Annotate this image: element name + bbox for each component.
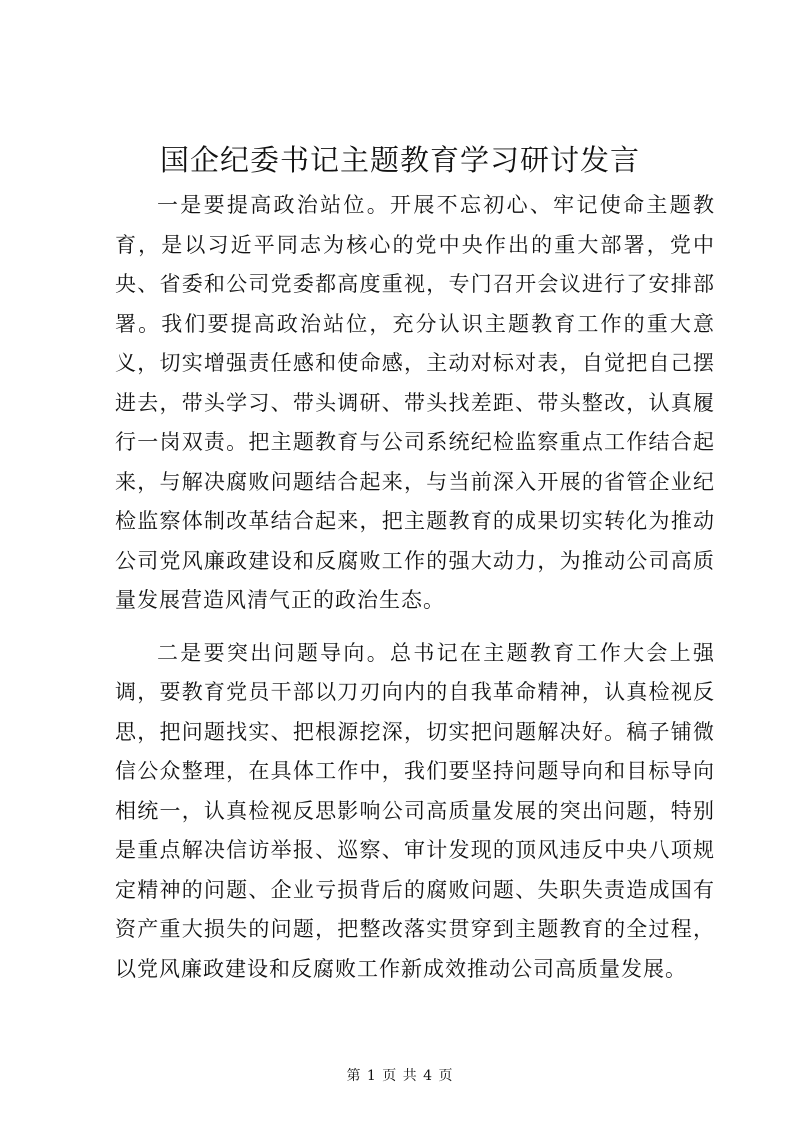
document-body [115, 186, 715, 989]
paragraph-2: 二是要突出问题导向。总书记在主题教育工作大会上强调，要教育党员干部以刀刃向内的自我革命精神，认真检视反思，把问题找实、把根源挖深，切实把问题解决好。稿子铺微信公众整理，在具体工作中，我们要坚持问题导向和目标导向相统一，认真检视反思影响公司高质量发展的突出问题，特别是重点解决信访举报、巡察、审计发现的顶风违反中央八项规定精神的问题、企业亏损背后的腐败问题、失职失责造成国有资产重大损失的问题，把整改落实贯穿到主题教育的全过程，以党风廉政建设和反腐败工作新成效推动公司高质量发展。 [115, 640, 715, 981]
paragraph-1: 一是要提高政治站位。开展不忘初心、牢记使命主题教育，是以习近平同志为核心的党中央作出的重大部署，党中央、省委和公司党委都高度重视，专门召开会议进行了安排部署。我们要提高政治站位，充分认识主题教育工作的重大意义，切实增强责任感和使命感，主动对标对表，自觉把自己摆进去，带头学习、带头调研、带头找差距、带头整改，认真履行一岗双责。把主题教育与公司系统纪检监察重点工作结合起来，与解决腐败问题结合起来，与当前深入开展的省管企业纪检监察体制改革结合起来，把主题教育的成果切实转化为推动公司党风廉政建设和反腐败工作的强大动力，为推动公司高质量发展营造风清气正的政治生态。 [115, 193, 715, 612]
page-footer: 第 1 页 共 4 页 [346, 1068, 454, 1084]
document-title: 国企纪委书记主题教育学习研讨发言 [159, 143, 640, 177]
